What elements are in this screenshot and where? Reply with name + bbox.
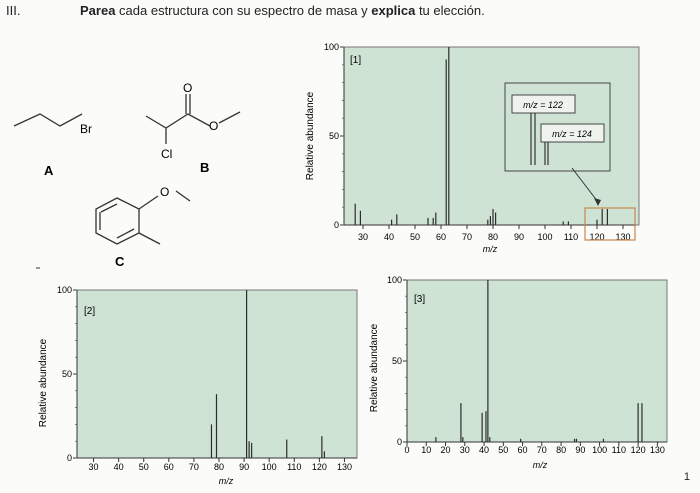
x-tick-label: 90: [513, 232, 525, 242]
y-tick-label: 50: [328, 131, 339, 141]
x-tick-label: 130: [615, 232, 631, 242]
spectrum-1-title: [1]: [350, 55, 362, 66]
y-tick-label: 0: [396, 437, 402, 447]
x-tick-label: 60: [163, 462, 174, 472]
spectrum-3-title: [3]: [414, 294, 426, 305]
x-tick-label: 90: [239, 462, 250, 472]
structure-b-letter: B: [200, 160, 210, 175]
y-tick-label: 0: [333, 220, 339, 230]
x-tick-label: 60: [517, 445, 528, 455]
x-tick-label: 0: [404, 445, 410, 455]
x-tick-label: 50: [409, 232, 421, 242]
x-tick-label: 100: [261, 462, 277, 472]
x-tick-label: 80: [213, 462, 225, 472]
prompt-word-pair: Parea: [80, 3, 116, 18]
x-tick-label: 70: [188, 462, 199, 472]
prompt-text-1: cada estructura con su espectro de masa y: [115, 3, 372, 18]
structure-b-carbonyl-atom: O: [183, 81, 193, 95]
x-tick-label: 60: [435, 232, 447, 242]
x-tick-label: 40: [479, 445, 490, 455]
x-tick-label: 30: [459, 445, 470, 455]
prompt-text-2: tu elección.: [415, 3, 485, 18]
page-number: 1: [683, 471, 690, 483]
x-tick-label: 50: [498, 445, 509, 455]
spectrum-1-inset-text-124: m/z = 124: [552, 129, 592, 139]
prompt-word-explain: explica: [371, 3, 416, 18]
x-tick-label: 30: [357, 232, 369, 242]
x-tick-label: 100: [592, 445, 608, 455]
y-tick-label: 100: [56, 285, 72, 295]
x-tick-label: 120: [589, 232, 605, 242]
spectrum-1-ylabel: Relative abundance: [305, 91, 316, 181]
spectrum-2-title: [2]: [84, 306, 96, 317]
x-tick-label: 130: [649, 445, 665, 455]
spectrum-1-xlabel: m/z: [482, 244, 498, 254]
x-tick-label: 80: [556, 445, 567, 455]
x-tick-label: 80: [487, 232, 499, 242]
x-tick-label: 130: [336, 462, 352, 472]
spectrum-3-ylabel: Relative abundance: [369, 323, 380, 413]
x-tick-label: 110: [563, 232, 579, 242]
x-tick-label: 50: [138, 462, 149, 472]
x-tick-label: 110: [287, 462, 302, 472]
structure-c-atom: O: [160, 185, 170, 199]
x-tick-label: 70: [536, 445, 547, 455]
x-tick-label: 70: [461, 232, 473, 242]
structure-a-atom: Br: [80, 122, 92, 136]
spectrum-2-ylabel: Relative abundance: [38, 338, 49, 428]
x-tick-label: 120: [311, 462, 327, 472]
x-tick-label: 10: [421, 445, 432, 455]
structure-b-atom: Cl: [161, 147, 173, 161]
question-number: III.: [6, 3, 21, 18]
structure-a-letter: A: [44, 163, 54, 178]
x-tick-label: 40: [383, 232, 395, 242]
x-tick-label: 30: [88, 462, 99, 472]
spectrum-3-xlabel: m/z: [532, 460, 548, 470]
x-tick-label: 100: [537, 232, 553, 242]
spectrum-1-inset-text-122: m/z = 122: [523, 100, 563, 110]
y-tick-label: 0: [66, 453, 72, 463]
y-tick-label: 100: [323, 42, 339, 52]
x-tick-label: 110: [611, 445, 627, 455]
x-tick-label: 120: [630, 445, 646, 455]
structure-c-letter: C: [115, 254, 125, 269]
y-tick-label: 100: [386, 275, 402, 285]
x-tick-label: 90: [575, 445, 586, 455]
structure-b-ether-atom: O: [209, 119, 219, 133]
spectrum-3-panel: [407, 280, 667, 442]
x-tick-label: 40: [113, 462, 124, 472]
spectrum-2-xlabel: m/z: [218, 476, 234, 486]
x-tick-label: 20: [440, 445, 451, 455]
y-tick-label: 50: [61, 369, 72, 379]
y-tick-label: 50: [391, 356, 402, 366]
